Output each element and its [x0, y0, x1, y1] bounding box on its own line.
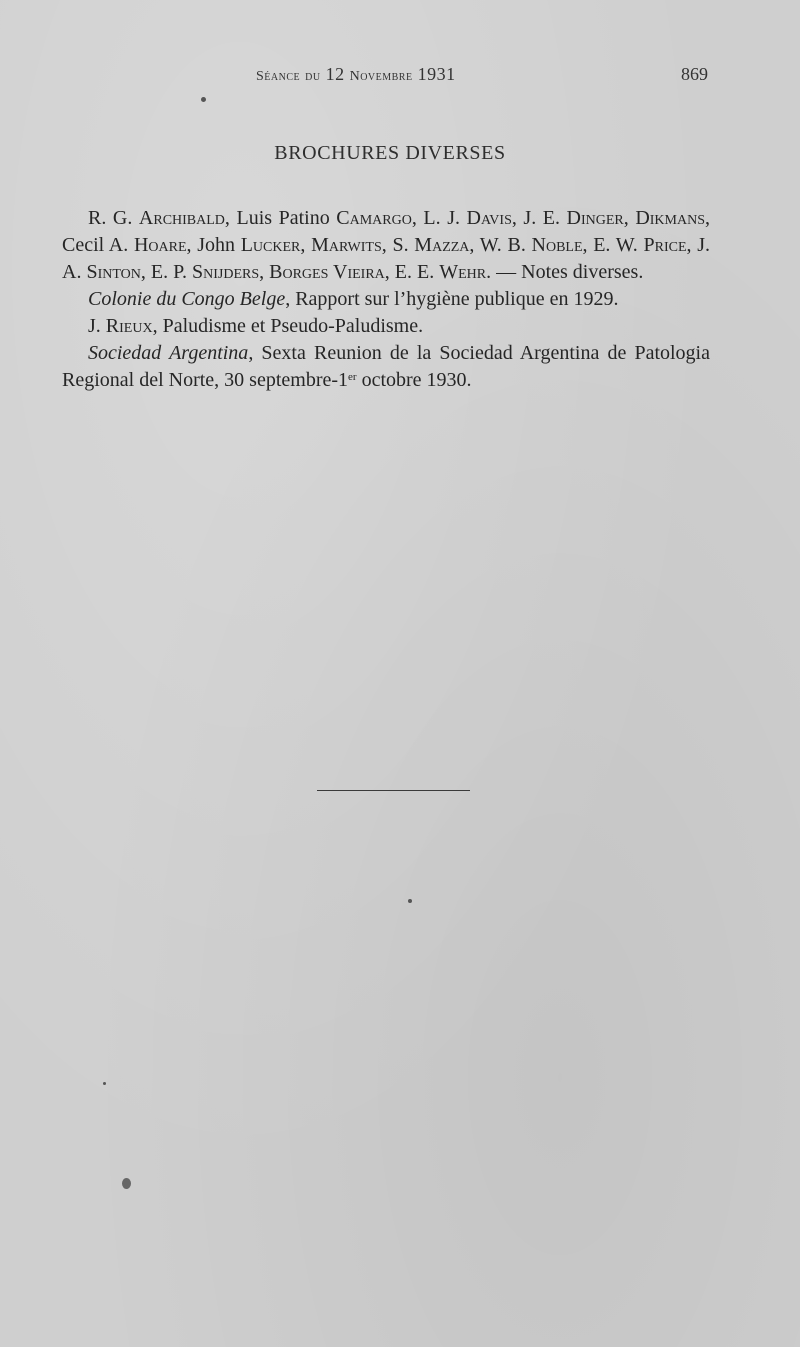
paper-speck — [122, 1178, 131, 1189]
author-name: Dikmans — [635, 207, 705, 229]
entry-sociedad-argentina — [62, 340, 710, 394]
paper-speck — [201, 97, 206, 102]
entry-text: , — [623, 207, 636, 229]
entry-text: , W. B. — [469, 234, 532, 256]
author-name: Archibald — [138, 207, 225, 229]
author-name: Lucker — [240, 234, 301, 256]
running-title — [256, 64, 456, 85]
author-name: Camargo — [336, 207, 412, 229]
running-title-word: Séance — [256, 69, 301, 84]
author-name: Noble — [531, 234, 583, 256]
entry-rieux — [62, 313, 710, 340]
author-name: Hoare — [133, 234, 187, 256]
author-name: Dinger — [566, 207, 624, 229]
entry-text: , Sexta Reunion de la Sociedad Argentina de Patologia Regional del Norte, 30 septembre-1 — [62, 342, 710, 391]
entry-text: , L. J. — [411, 207, 467, 229]
entry-text: , — [300, 234, 312, 256]
entry-text: , Rapport sur l’hygiène publique en 1929. — [285, 288, 619, 310]
entry-text: , J. E. — [511, 207, 567, 229]
entry-text: J. — [88, 315, 106, 337]
paper-speck — [103, 1082, 106, 1085]
running-title-word: 1931 — [417, 64, 456, 84]
end-rule — [317, 790, 470, 791]
entry-text: , E. E. — [384, 261, 440, 283]
running-head — [0, 64, 800, 88]
entry-text: , Luis Patino — [224, 207, 337, 229]
running-title-word: Novembre — [349, 69, 413, 84]
running-title-word: du — [305, 69, 321, 84]
entry-text: . — Notes diverses. — [486, 261, 644, 283]
entry-text: , Paludisme et Pseudo-Paludisme. — [152, 315, 424, 337]
author-name: Borges Vieira — [269, 261, 385, 283]
author-name: Price — [643, 234, 687, 256]
running-title-word: 12 — [325, 64, 345, 84]
entry-text: , E. P. — [140, 261, 192, 283]
author-name: Wehr — [439, 261, 487, 283]
entries-list — [62, 205, 710, 394]
entry-congo-report — [62, 286, 710, 313]
paper-speck — [408, 899, 412, 903]
entry-authors-notes — [62, 205, 710, 286]
entry-text: , E. W. — [582, 234, 644, 256]
author-name: Snijders — [192, 261, 260, 283]
entry-text: R. G. — [88, 207, 139, 229]
author-name: Davis — [466, 207, 512, 229]
entry-text: , John — [186, 234, 241, 256]
entry-italic-title: Colonie du Congo Belge — [88, 288, 286, 310]
ordinal-superscript: er — [348, 371, 357, 383]
entry-text: , J. A. — [62, 234, 711, 283]
entry-text: octobre 1930. — [356, 369, 472, 391]
entry-text: , S. — [381, 234, 415, 256]
entry-italic-title: Sociedad Argentina — [88, 342, 249, 364]
page-number: 869 — [681, 64, 708, 84]
author-name: Sinton — [86, 261, 141, 283]
section-title: BROCHURES DIVERSES — [274, 142, 506, 164]
entry-text: , — [259, 261, 270, 283]
author-name: Mazza — [414, 234, 470, 256]
author-name: Marwits — [311, 234, 382, 256]
author-name: Rieux — [105, 315, 153, 337]
entry-text: , Cecil A. — [62, 207, 710, 256]
